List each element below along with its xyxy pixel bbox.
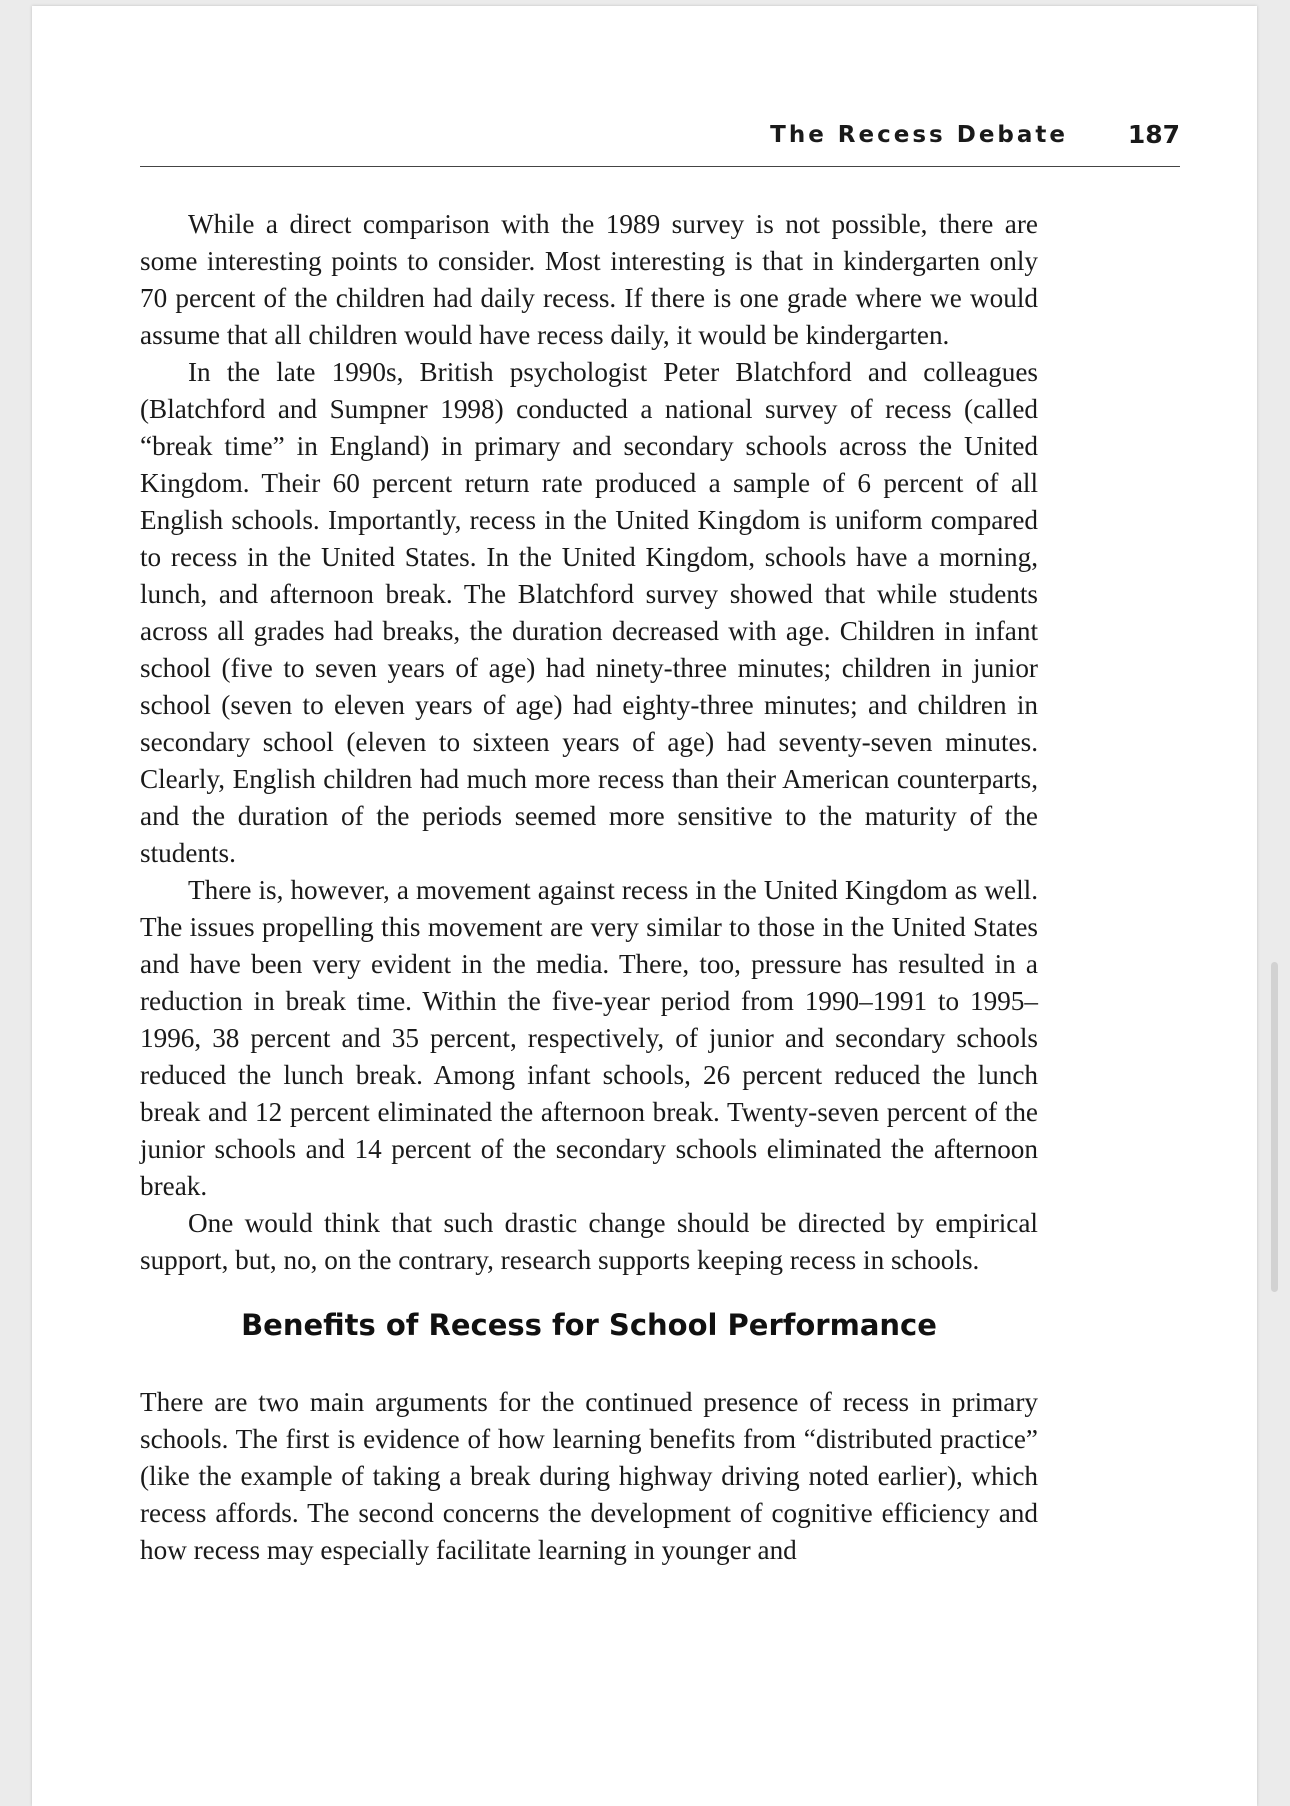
- section-heading: Benefits of Recess for School Performance: [241, 1308, 937, 1342]
- section-paragraph: There are two main arguments for the continued presence of recess in primary schools. The first is evidence of how learning benefits from “distributed practice” (like the example of taking a break during highway driving noted earlier), which recess affords. The second concerns the development of cognitive efficiency and how recess may especially facilitate learning in younger and: [140, 1387, 1038, 1565]
- running-head-title: The Recess Debate: [770, 122, 1068, 148]
- section-body: [140, 1384, 1038, 1569]
- scrollbar[interactable]: [1271, 962, 1278, 1292]
- paragraph-2: In the late 1990s, British psychologist Peter Blatchford and colleagues (Blatchford and Sumpner 1998) conducted a national survey of recess (called “break time” in England) in primary and secondary schools across the United Kingdom. Their 60 percent return rate produced a sample of 6 percent of all English schools. Importantly, recess in the United Kingdom is uniform compared to recess in the United States. In the United Kingdom, schools have a morning, lunch, and afternoon break. The Blatchford survey showed that while students across all grades had breaks, the duration decreased with age. Children in infant school (five to seven years of age) had ninety-three minutes; children in junior school (seven to eleven years of age) had eighty-three minutes; and children in secondary school (eleven to sixteen years of age) had seventy-seven minutes. Clearly, English children had much more recess than their American counterparts, and the duration of the periods seemed more sensitive to the maturity of the students.: [140, 357, 1038, 868]
- paragraph-4: One would think that such drastic change should be directed by empirical support, but, no, on the contrary, research supports keeping recess in schools.: [140, 1208, 1038, 1275]
- paragraph-3: There is, however, a movement against recess in the United Kingdom as well. The issues propelling this movement are very similar to those in the United States and have been very evident in the media. There, too, pressure has resulted in a reduction in break time. Within the five-year period from 1990–1991 to 1995–1996, 38 percent and 35 percent, respectively, of junior and secondary schools reduced the lunch break. Among infant schools, 26 percent reduced the lunch break and 12 percent eliminated the afternoon break. Twenty-seven percent of the junior schools and 14 percent of the secondary schools eliminated the afternoon break.: [140, 875, 1038, 1201]
- page-number: 187: [1127, 120, 1180, 149]
- running-head: [140, 114, 1180, 167]
- paragraph-1: While a direct comparison with the 1989 survey is not possible, there are some interesting points to consider. Most interesting is that in kindergarten only 70 percent of the children had daily recess. If there is one grade where we would assume that all children would have recess daily, it would be kindergarten.: [140, 209, 1038, 350]
- body-text: [140, 206, 1038, 1279]
